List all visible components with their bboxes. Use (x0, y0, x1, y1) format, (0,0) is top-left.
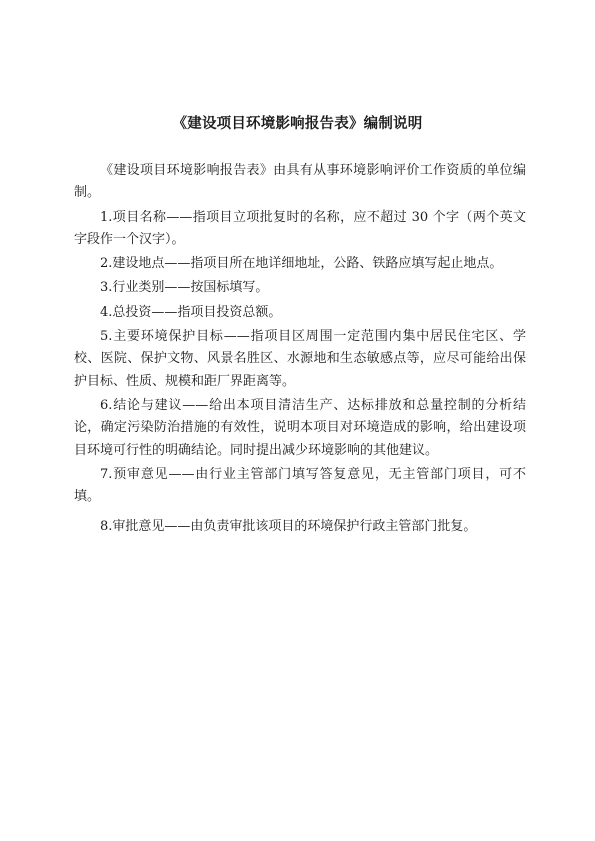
paragraph-investment: 4.总投资——指项目投资总额。 (100, 304, 282, 320)
paragraph-approval: 8.审批意见——由负责审批该项目的环境保护行政主管部门批复。 (100, 519, 477, 535)
paragraph-preliminary-review: 7.预审意见——由行业主管部门填写答复意见，无主管部门项目，可不填。 (74, 466, 526, 505)
paragraph-protection-targets: 5.主要环境保护目标——指项目区周围一定范围内集中居民住宅区、学校、医院、保护文物、风景名胜区、水源地和生态敏感点等，应尽可能给出保护目标、性质、规模和距厂界距离等。 (74, 329, 526, 389)
paragraph-location: 2.建设地点——指项目所在地详细地址，公路、铁路应填写起止地点。 (100, 256, 503, 272)
document-body (74, 160, 526, 541)
paragraph-project-name: 1.项目名称——指项目立项批复时的名称，应不超过 30 个字（两个英文字段作一个汉字）。 (74, 209, 526, 247)
paragraph-industry: 3.行业类别——按国标填写。 (100, 280, 269, 296)
document-title: 《建设项目环境影响报告表》编制说明 (172, 116, 423, 132)
paragraph-conclusion: 6.结论与建议——给出本项目清洁生产、达标排放和总量控制的分析结论，确定污染防治措施的有效性，说明本项目对环境造成的影响，给出建设项目环境可行性的明确结论。同时提出减少环境影响的其他建议。 (74, 397, 526, 458)
paragraph-intro: 《建设项目环境影响报告表》由具有从事环境影响评价工作资质的单位编制。 (74, 163, 526, 201)
